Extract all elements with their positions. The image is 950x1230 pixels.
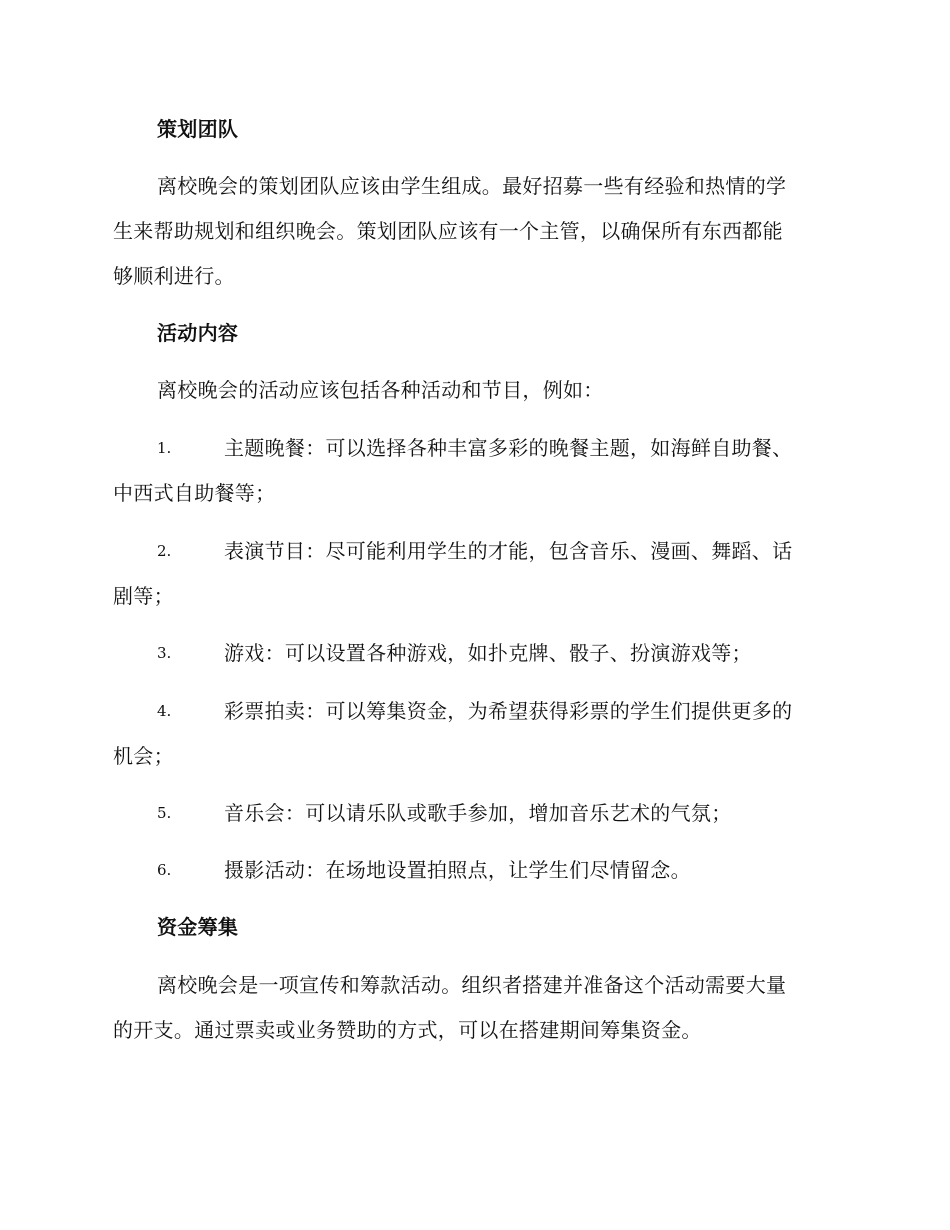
list-item-number: 6. bbox=[157, 861, 172, 879]
list-item-text-line-2: 机会； bbox=[113, 744, 174, 768]
funding-paragraph-line-2: 的开支。通过票卖或业务赞助的方式，可以在搭建期间筹集资金。 bbox=[113, 1018, 702, 1042]
list-item-number: 2. bbox=[157, 542, 172, 560]
list-item-number: 5. bbox=[157, 804, 172, 822]
list-item-number: 4. bbox=[157, 702, 172, 720]
list-item-text-line-1: 摄影活动：在场地设置拍照点，让学生们尽情留念。 bbox=[224, 858, 691, 882]
planning-paragraph-line-3: 够顺利进行。 bbox=[113, 264, 235, 288]
planning-paragraph-line-1: 离校晚会的策划团队应该由学生组成。最好招募一些有经验和热情的学 bbox=[157, 174, 787, 198]
activities-intro: 离校晚会的活动应该包括各种活动和节目，例如： bbox=[157, 378, 604, 402]
list-item-text-line-1: 彩票拍卖：可以筹集资金，为希望获得彩票的学生们提供更多的 bbox=[224, 699, 793, 723]
list-item-text-line-1: 音乐会：可以请乐队或歌手参加，增加音乐艺术的气氛； bbox=[224, 801, 732, 825]
section-heading-funding: 资金筹集 bbox=[157, 915, 239, 939]
list-item-number: 3. bbox=[157, 644, 172, 662]
list-item-number: 1. bbox=[157, 439, 172, 457]
funding-paragraph-line-1: 离校晚会是一项宣传和筹款活动。组织者搭建并准备这个活动需要大量 bbox=[157, 973, 787, 997]
planning-paragraph-line-2: 生来帮助规划和组织晚会。策划团队应该有一个主管，以确保所有东西都能 bbox=[113, 219, 783, 243]
section-heading-activities: 活动内容 bbox=[157, 321, 239, 345]
list-item-text-line-1: 主题晚餐：可以选择各种丰富多彩的晚餐主题，如海鲜自助餐、 bbox=[224, 436, 793, 460]
list-item-text-line-1: 表演节目：尽可能利用学生的才能，包含音乐、漫画、舞蹈、话 bbox=[224, 539, 793, 563]
section-heading-planning: 策划团队 bbox=[157, 117, 239, 141]
list-item-text-line-2: 中西式自助餐等； bbox=[113, 481, 276, 505]
list-item-text-line-1: 游戏：可以设置各种游戏，如扑克牌、骰子、扮演游戏等； bbox=[224, 641, 752, 665]
list-item-text-line-2: 剧等； bbox=[113, 584, 174, 608]
